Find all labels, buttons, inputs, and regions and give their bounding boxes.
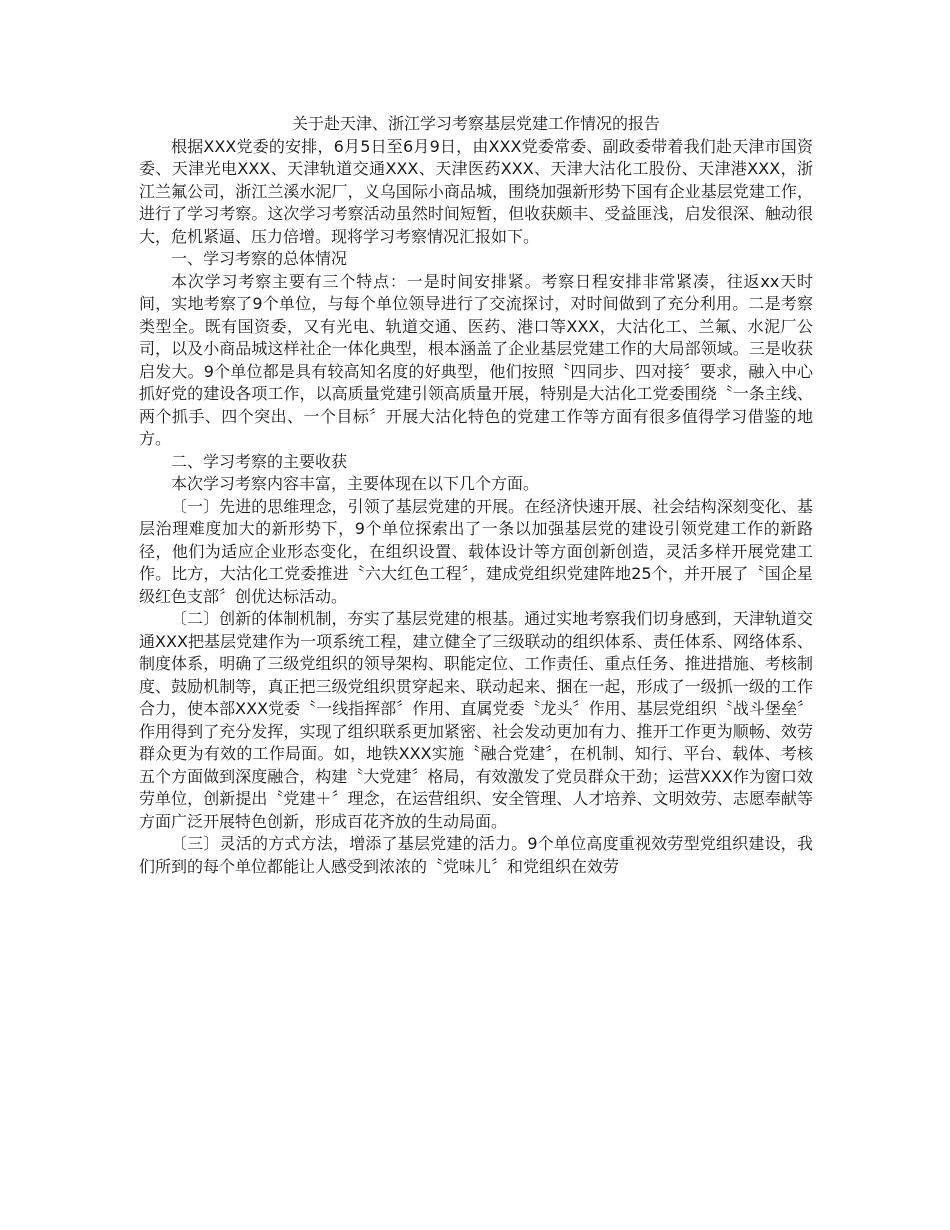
section-1-body: 本次学习考察主要有三个特点：一是时间安排紧。考察日程安排非常紧凑，往返xx天时间，实地考察了9个单位，与每个单位领导进行了交流探讨，对时间做到了充分利用。二是考察类型全。既有国资委，又有光电、轨道交通、医药、港口等XXX，大沽化工、兰氟、水泥厂公司，以及小商品城这样社企一体化典型，根本涵盖了企业基层党建工作的大局部领域。三是收获启发大。9个单位都是具有较高知名度的好典型，他们按照〝四同步、四对接〞要求，融入中心抓好党的建设各项工作，以高质量党建引领高质量开展，特别是大沽化工党委围绕〝一条主线、两个抓手、四个突出、一个目标〞开展大沽化特色的党建工作等方面有很多值得学习借鉴的地方。	[139, 271, 813, 448]
section-2-heading: 二、学习考察的主要收获	[171, 451, 348, 471]
item-3-paragraph: 〔三〕灵活的方式方法，增添了基层党建的活力。9个单位高度重视效劳型党组织建设，我们所到的每个单位都能让人感受到浓浓的〝党味儿〞和党组织在效劳	[139, 834, 813, 876]
section-2-intro: 本次学习考察内容丰富，主要体现在以下几个方面。	[171, 474, 540, 493]
section-1-heading: 一、学习考察的总体情况	[171, 249, 348, 268]
document-page	[139, 113, 813, 878]
intro-paragraph: 根据XXX党委的安排，6月5日至6月9日，由XXX党委常委、副政委带着我们赴天津市国资委、天津光电XXX、天津轨道交通XXX、天津医药XXX、天津大沽化工股份、天津港XXX，浙江兰氟公司，浙江兰溪水泥厂，义乌国际小商品城，围绕加强新形势下国有企业基层党建工作，进行了学习考察。这次学习考察活动虽然时间短暂，但收获颇丰、受益匪浅，启发很深、触动很大，危机紧逼、压力倍增。现将学习考察情况汇报如下。	[139, 136, 813, 246]
document-title: 关于赴天津、浙江学习考察基层党建工作情况的报告	[291, 114, 660, 133]
item-2-paragraph: 〔二〕创新的体制机制，夯实了基层党建的根基。通过实地考察我们切身感到，天津轨道交通XXX把基层党建作为一项系统工程，建立健全了三级联动的组织体系、责任体系、网络体系、制度体系，明确了三级党组织的领导架构、职能定位、工作责任、重点任务、推进措施、考核制度、鼓励机制等，真正把三级党组织贯穿起来、联动起来、捆在一起，形成了一级抓一级的工作合力，使本部XXX党委〝一线指挥部〞作用、直属党委〝龙头〞作用、基层党组织〝战斗堡垒〞作用得到了充分发挥，实现了组织联系更加紧密、社会发动更加有力、推开工作更为顺畅、效劳群众更为有效的工作局面。如，地铁XXX实施〝融合党建〞，在机制、知行、平台、载体、考核五个方面做到深度融合，构建〝大党建〞格局，有效激发了党员群众干劲；运营XXX作为窗口效劳单位，创新提出〝党建＋〞理念，在运营组织、安全管理、人才培养、文明效劳、志愿奉献等方面广泛开展特色创新，形成百花齐放的生动局面。	[139, 609, 813, 831]
item-1-paragraph: 〔一〕先进的思维理念，引领了基层党建的开展。在经济快速开展、社会结构深刻变化、基层治理难度加大的新形势下，9个单位探索出了一条以加强基层党的建设引领党建工作的新路径，他们为适应企业形态变化，在组织设置、载体设计等方面创新创造，灵活多样开展党建工作。比方，大沽化工党委推进〝六大红色工程〞，建成党组织党建阵地25个，并开展了〝国企星级红色支部〞创优达标活动。	[139, 496, 813, 606]
